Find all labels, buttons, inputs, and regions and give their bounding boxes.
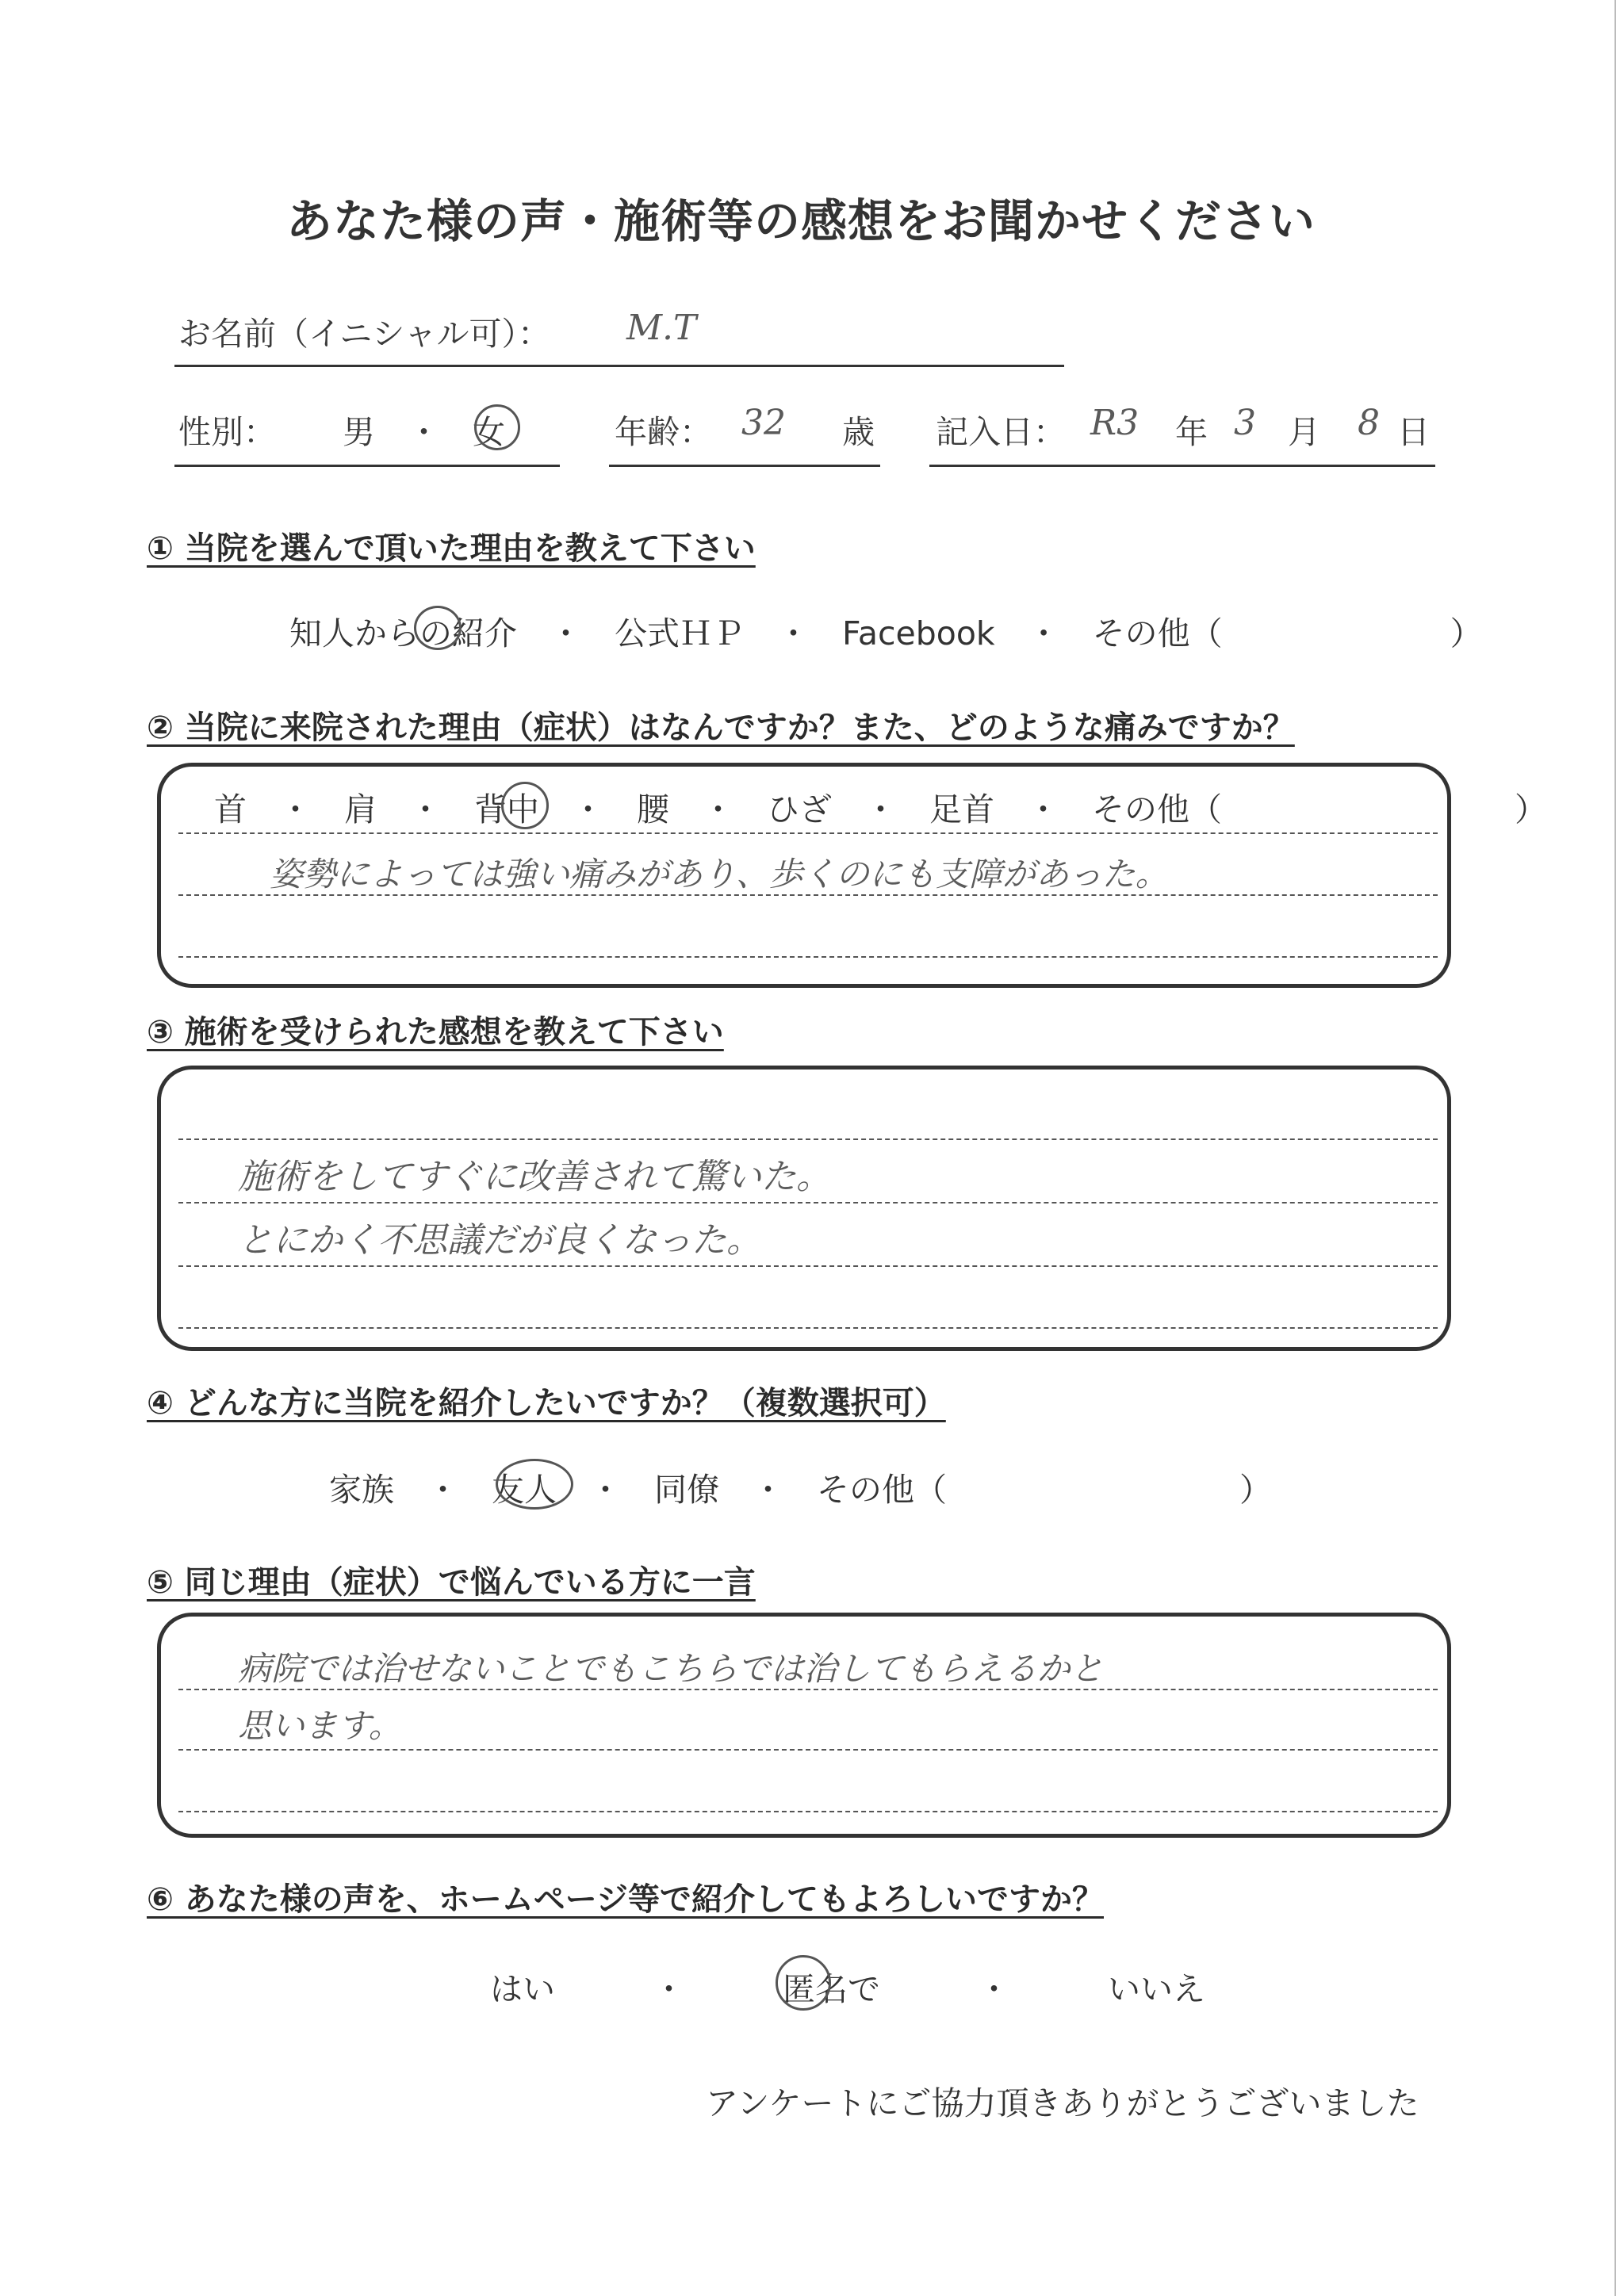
q3-line-4: [178, 1327, 1438, 1329]
day-value: 8: [1358, 403, 1380, 443]
q2-options: 首 ・ 肩 ・ 背中 ・ 腰 ・ ひざ ・ 足首 ・ その他（ ）: [214, 790, 1547, 828]
q5-line-2: [178, 1749, 1438, 1751]
year-unit: 年: [1175, 413, 1208, 451]
day-unit: 日: [1397, 413, 1430, 451]
page-edge: [1614, 0, 1616, 2296]
q6-heading: ⑥ あなた様の声を、ホームページ等で紹介してもよろしいですか？: [147, 1881, 1104, 1918]
age-label: 年齢：: [615, 413, 712, 451]
date-era: R3: [1090, 403, 1139, 443]
name-value: M.T: [626, 308, 697, 348]
gender-selection-circle: [474, 404, 520, 450]
q2-line-1: [178, 832, 1438, 834]
date-underline: [929, 465, 1435, 467]
q2-heading: ② 当院に来院された理由（症状）はなんですか？また、どのような痛みですか？: [147, 710, 1295, 746]
month-value: 3: [1234, 403, 1256, 443]
gender-label: 性別：: [178, 413, 276, 451]
q5-heading: ⑤ 同じ理由（症状）で悩んでいる方に一言: [147, 1564, 756, 1601]
q1-heading: ① 当院を選んで頂いた理由を教えて下さい: [147, 530, 756, 567]
q6-options: はい ・ 匿名で ・ いいえ: [490, 1970, 1205, 2008]
age-value: 32: [741, 403, 786, 443]
closing-message: アンケートにご協力頂きありがとうございました: [706, 2084, 1419, 2122]
month-unit: 月: [1288, 413, 1320, 451]
q4-selection-circle: [496, 1459, 573, 1510]
q3-heading: ③ 施術を受けられた感想を教えて下さい: [147, 1014, 724, 1050]
q3-line-2: [178, 1202, 1438, 1203]
gender-underline: [174, 465, 560, 467]
q3-line-3: [178, 1265, 1438, 1267]
age-underline: [609, 465, 880, 467]
q5-line-3: [178, 1811, 1438, 1812]
q1-selection-circle: [414, 606, 462, 650]
q3-answer-line-1: 施術をしてすぐに改善されて驚いた。: [238, 1157, 831, 1197]
name-label: お名前（イニシャル可）：: [178, 315, 551, 353]
q5-answer-line-2: 思います。: [238, 1706, 402, 1745]
q6-selection-circle: [776, 1955, 831, 2011]
q2-answer-line-1: 姿勢によっては強い痛みがあり、歩くのにも支障があった。: [270, 855, 1169, 894]
q3-answer-line-2: とにかく不思議だが良くなった。: [238, 1220, 761, 1261]
q4-options: 家族 ・ 友人 ・ 同僚 ・ その他（ ）: [329, 1471, 1272, 1509]
q3-line-1: [178, 1138, 1438, 1140]
q4-heading: ④ どんな方に当院を紹介したいですか？（複数選択可）: [147, 1385, 946, 1422]
age-unit: 歳: [842, 413, 875, 451]
date-label: 記入日：: [936, 413, 1066, 451]
q2-selection-circle: [501, 782, 549, 829]
page-title: あなた様の声・施術等の感想をお聞かせください: [285, 194, 1316, 248]
q1-options: 知人からの紹介 ・ 公式ＨＰ ・ Facebook ・ その他（ ）: [289, 614, 1483, 652]
q5-answer-line-1: 病院では治せないことでもこちらでは治してもらえるかと: [238, 1649, 1104, 1688]
q2-line-2: [178, 894, 1438, 896]
q2-line-3: [178, 956, 1438, 958]
q3-answer-box: [157, 1066, 1451, 1351]
q5-line-1: [178, 1689, 1438, 1690]
gender-options: 男 ・ 女: [343, 413, 505, 451]
name-underline: [174, 365, 1064, 367]
